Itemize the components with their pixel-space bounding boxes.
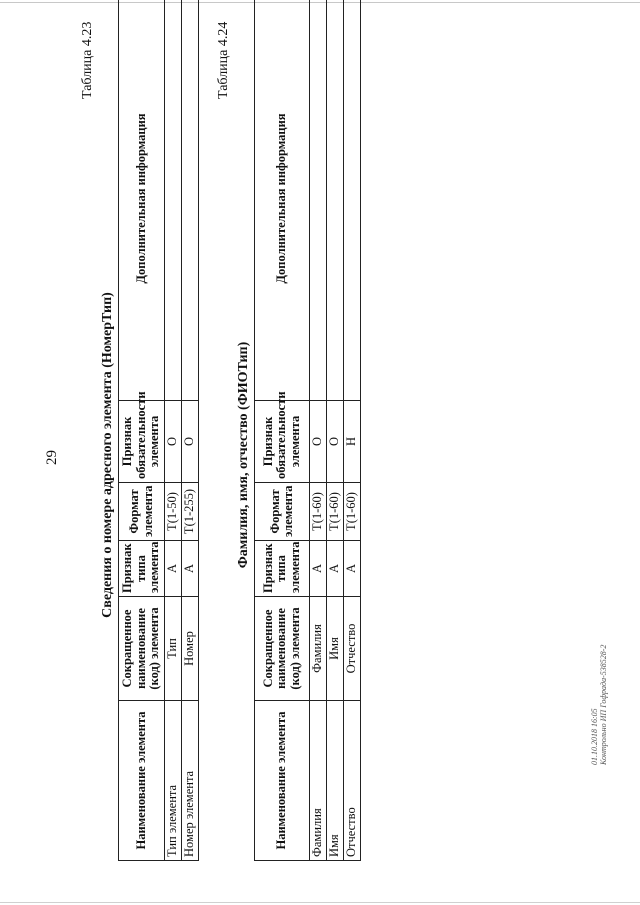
table-header-row <box>119 0 165 861</box>
cell-format: T(1-60) <box>310 483 327 541</box>
cell-info <box>327 0 344 401</box>
table-row <box>310 0 327 861</box>
header-format: Формат элемента <box>119 483 165 541</box>
cell-name: Номер элемента <box>182 701 199 861</box>
stamp-line-1: 01.10.2018 16:05 <box>590 708 599 765</box>
cell-name: Тип элемента <box>165 701 182 861</box>
header-type: Признак типа элемента <box>119 541 165 597</box>
cell-format: T(1-60) <box>327 483 344 541</box>
cell-code: Фамилия <box>310 597 327 701</box>
header-name: Наименование элемента <box>119 701 165 861</box>
cell-name: Имя <box>327 701 344 861</box>
table-row <box>182 0 199 861</box>
cell-type: А <box>310 541 327 597</box>
cell-code: Имя <box>327 597 344 701</box>
table-4-24-caption: Таблица 4.24 <box>216 21 231 99</box>
table-row <box>165 0 182 861</box>
cell-required: Н <box>344 401 361 483</box>
cell-type: А <box>165 541 182 597</box>
cell-type: А <box>327 541 344 597</box>
cell-info <box>344 0 361 401</box>
cell-required: О <box>182 401 199 483</box>
cell-required: О <box>327 401 344 483</box>
header-format: Формат элемента <box>255 483 310 541</box>
page-number: 29 <box>44 450 60 465</box>
stamp-line-2: Контрольно ИП Гофрада-538528-2 <box>599 644 608 765</box>
cell-type: А <box>344 541 361 597</box>
header-type: Признак типа элемента <box>255 541 310 597</box>
cell-required: О <box>165 401 182 483</box>
cell-info <box>165 0 182 401</box>
header-info: Дополнительная информация <box>255 0 310 401</box>
table-header-row <box>255 0 310 861</box>
cell-code: Тип <box>165 597 182 701</box>
table-row <box>344 0 361 861</box>
table-4-23-caption: Таблица 4.23 <box>80 21 95 99</box>
table-row <box>327 0 344 861</box>
cell-code: Номер <box>182 597 199 701</box>
cell-name: Фамилия <box>310 701 327 861</box>
cell-type: А <box>182 541 199 597</box>
cell-format: T(1-50) <box>165 483 182 541</box>
table-4-24 <box>254 0 361 861</box>
cell-required: О <box>310 401 327 483</box>
cell-info <box>310 0 327 401</box>
header-required: Признак обязательности элемента <box>255 401 310 483</box>
cell-name: Отчество <box>344 701 361 861</box>
table-4-23-title: Сведения о номере адресного элемента (НомерТип) <box>100 292 115 618</box>
header-code: Сокращенное наименование (код) элемента <box>255 597 310 701</box>
header-info: Дополнительная информация <box>119 0 165 401</box>
cell-info <box>182 0 199 401</box>
header-required: Признак обязательности элемента <box>119 401 165 483</box>
document-stamp <box>590 645 608 765</box>
header-code: Сокращенное наименование (код) элемента <box>119 597 165 701</box>
cell-code: Отчество <box>344 597 361 701</box>
cell-format: T(1-60) <box>344 483 361 541</box>
header-name: Наименование элемента <box>255 701 310 861</box>
table-4-24-title: Фамилия, имя, отчество (ФИОТип) <box>236 341 251 569</box>
cell-format: T(1-255) <box>182 483 199 541</box>
table-4-23 <box>118 0 199 861</box>
